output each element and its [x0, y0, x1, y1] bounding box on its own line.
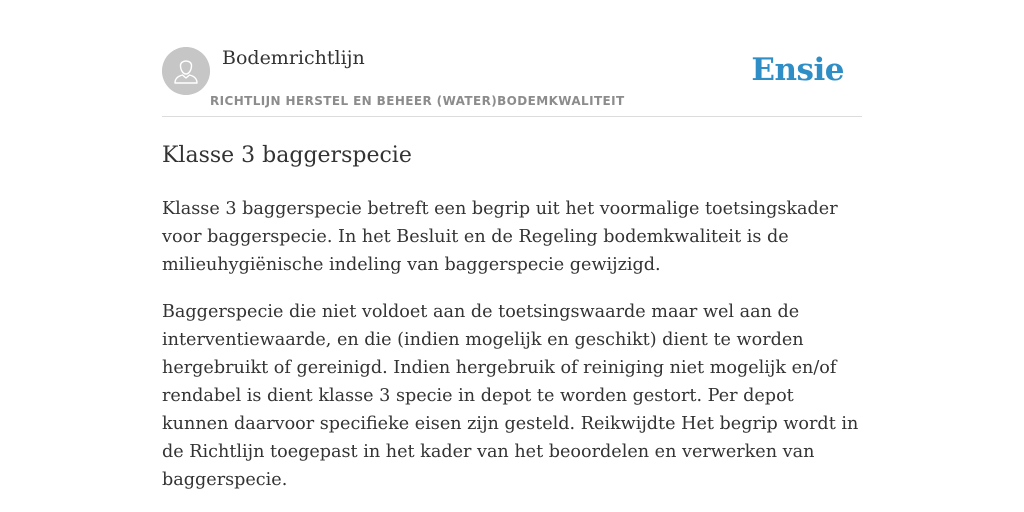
entry-header — [162, 44, 862, 117]
entry-title: Klasse 3 baggerspecie — [162, 143, 412, 168]
entry-paragraph: Baggerspecie die niet voldoet aan de toetsingswaarde maar wel aan de interventiewaarde, en die (indien mogelijk en geschikt) dient te worden hergebruikt of gereinigd. Indien hergebruik of reiniging niet mogelijk en/of rendabel is dient klasse 3 specie in depot te worden gestort. Per depot kunnen daarvoor specifieke eisen zijn gesteld. Reikwijdte Het begrip wordt in de Richtlijn toegepast in het kader van het beoordelen en verwerken van baggerspecie. — [162, 302, 859, 490]
entry-paragraph: Klasse 3 baggerspecie betreft een begrip uit het voormalige toetsingskader voor baggerspecie. In het Besluit en de Regeling bodemkwaliteit is de milieuhygiënische indeling van baggerspecie gewijzigd. — [162, 199, 838, 275]
user-silhouette-icon[interactable] — [162, 47, 210, 95]
source-subtitle[interactable]: RICHTLIJN HERSTEL EN BEHEER (WATER)BODEMKWALITEIT — [210, 94, 625, 108]
ensie-logo[interactable]: Ensie — [751, 52, 844, 88]
entry-card — [162, 44, 862, 494]
author-name[interactable]: Bodemrichtlijn — [222, 47, 365, 69]
